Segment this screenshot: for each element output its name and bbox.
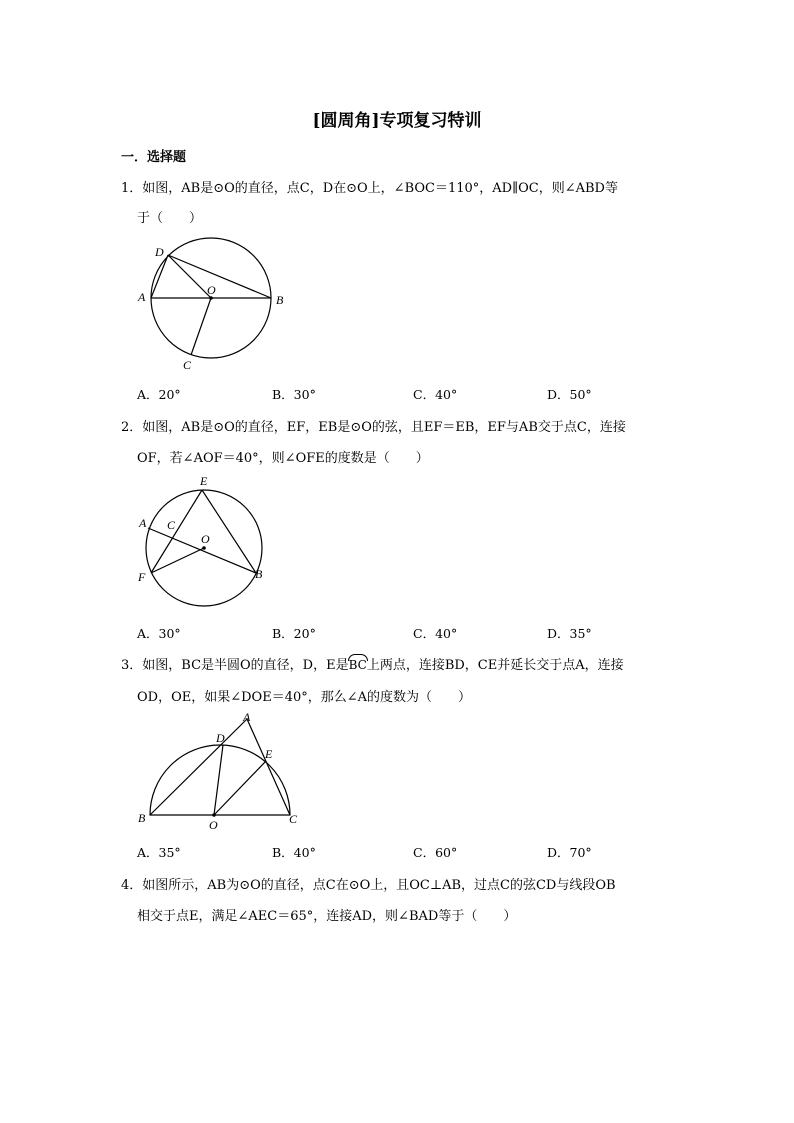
- q3-radius-oe: [214, 761, 266, 815]
- q2-label-f: F: [138, 570, 146, 584]
- question-1-figure: [130, 232, 290, 377]
- q2-label-a: A: [139, 516, 147, 530]
- q1-radius-oc: [191, 298, 211, 355]
- q1-chord-ad: [151, 255, 168, 298]
- question-4-line-2: 相交于点E，满足∠AEC＝65°，连接AD，则∠BAD等于（ ）: [137, 909, 517, 924]
- question-2-figure: [130, 470, 280, 615]
- q3-radius-od: [214, 745, 223, 815]
- q2-chord-eb: [202, 490, 256, 573]
- q1-label-a: A: [138, 290, 146, 304]
- question-2-option-b[interactable]: B．20°: [272, 626, 316, 641]
- q3-label-d: D: [216, 731, 225, 745]
- q2-label-o: O: [201, 532, 210, 546]
- q2-label-c: C: [167, 518, 176, 532]
- question-2-option-c[interactable]: C．40°: [413, 626, 458, 641]
- q3-center-dot: [212, 813, 216, 817]
- page-title: [圆周角]专项复习特训: [312, 111, 482, 131]
- q3-line-ca: [247, 719, 290, 815]
- question-1-line-1: 1．如图，AB是⊙O的直径，点C，D在⊙O上，∠BOC＝110°，AD∥OC，则∠ABD等: [121, 181, 618, 196]
- question-3-text-end: 上两点，连接BD，CE并延长交于点A，连接: [366, 658, 624, 673]
- question-3-line-1: [121, 654, 624, 673]
- question-4-line-1: 4．如图所示，AB为⊙O的直径，点C在⊙O上，且OC⊥AB，过点C的弦CD与线段OB: [121, 878, 616, 893]
- q3-label-b: B: [138, 811, 146, 825]
- section-heading: 一．选择题: [121, 150, 187, 165]
- q2-label-e: E: [200, 474, 208, 488]
- question-1-option-d[interactable]: D．50°: [547, 387, 592, 402]
- question-3-line-2: OD，OE，如果∠DOE＝40°，那么∠A的度数为（ ）: [137, 690, 472, 705]
- q3-line-ba: [150, 719, 247, 815]
- question-3-figure: [130, 708, 310, 833]
- q3-label-a: A: [243, 710, 251, 724]
- q1-radius-od: [168, 255, 211, 298]
- q1-label-c: C: [183, 358, 192, 372]
- question-3-text-start: 3．如图，BC是半圆O的直径，D，E是: [121, 658, 349, 673]
- q3-label-o: O: [209, 818, 218, 832]
- question-1-option-b[interactable]: B．30°: [272, 387, 316, 402]
- q1-label-o: O: [207, 283, 216, 297]
- q3-label-c: C: [289, 812, 298, 826]
- q2-center-dot: [202, 546, 206, 550]
- question-3-option-a[interactable]: A．35°: [137, 845, 181, 860]
- question-1-line-2: 于（ ）: [137, 211, 203, 226]
- q1-label-b: B: [276, 293, 284, 307]
- q2-label-b: B: [255, 567, 263, 581]
- q1-label-d: D: [155, 245, 164, 259]
- question-3-option-d[interactable]: D．70°: [547, 845, 592, 860]
- q3-label-e: E: [265, 747, 273, 761]
- question-3-option-b[interactable]: B．40°: [272, 845, 316, 860]
- question-2-option-a[interactable]: A．30°: [137, 626, 181, 641]
- question-2-option-d[interactable]: D．35°: [547, 626, 592, 641]
- question-2-line-2: OF，若∠AOF＝40°，则∠OFE的度数是（ ）: [137, 451, 429, 466]
- arc-bc: BC: [349, 654, 367, 672]
- question-2-line-1: 2．如图，AB是⊙O的直径，EF，EB是⊙O的弦，且EF＝EB，EF与AB交于点C，连接: [121, 420, 626, 435]
- q1-chord-db: [168, 255, 271, 298]
- question-3-option-c[interactable]: C．60°: [413, 845, 458, 860]
- question-1-option-c[interactable]: C．40°: [413, 387, 458, 402]
- question-1-option-a[interactable]: A．20°: [137, 387, 181, 402]
